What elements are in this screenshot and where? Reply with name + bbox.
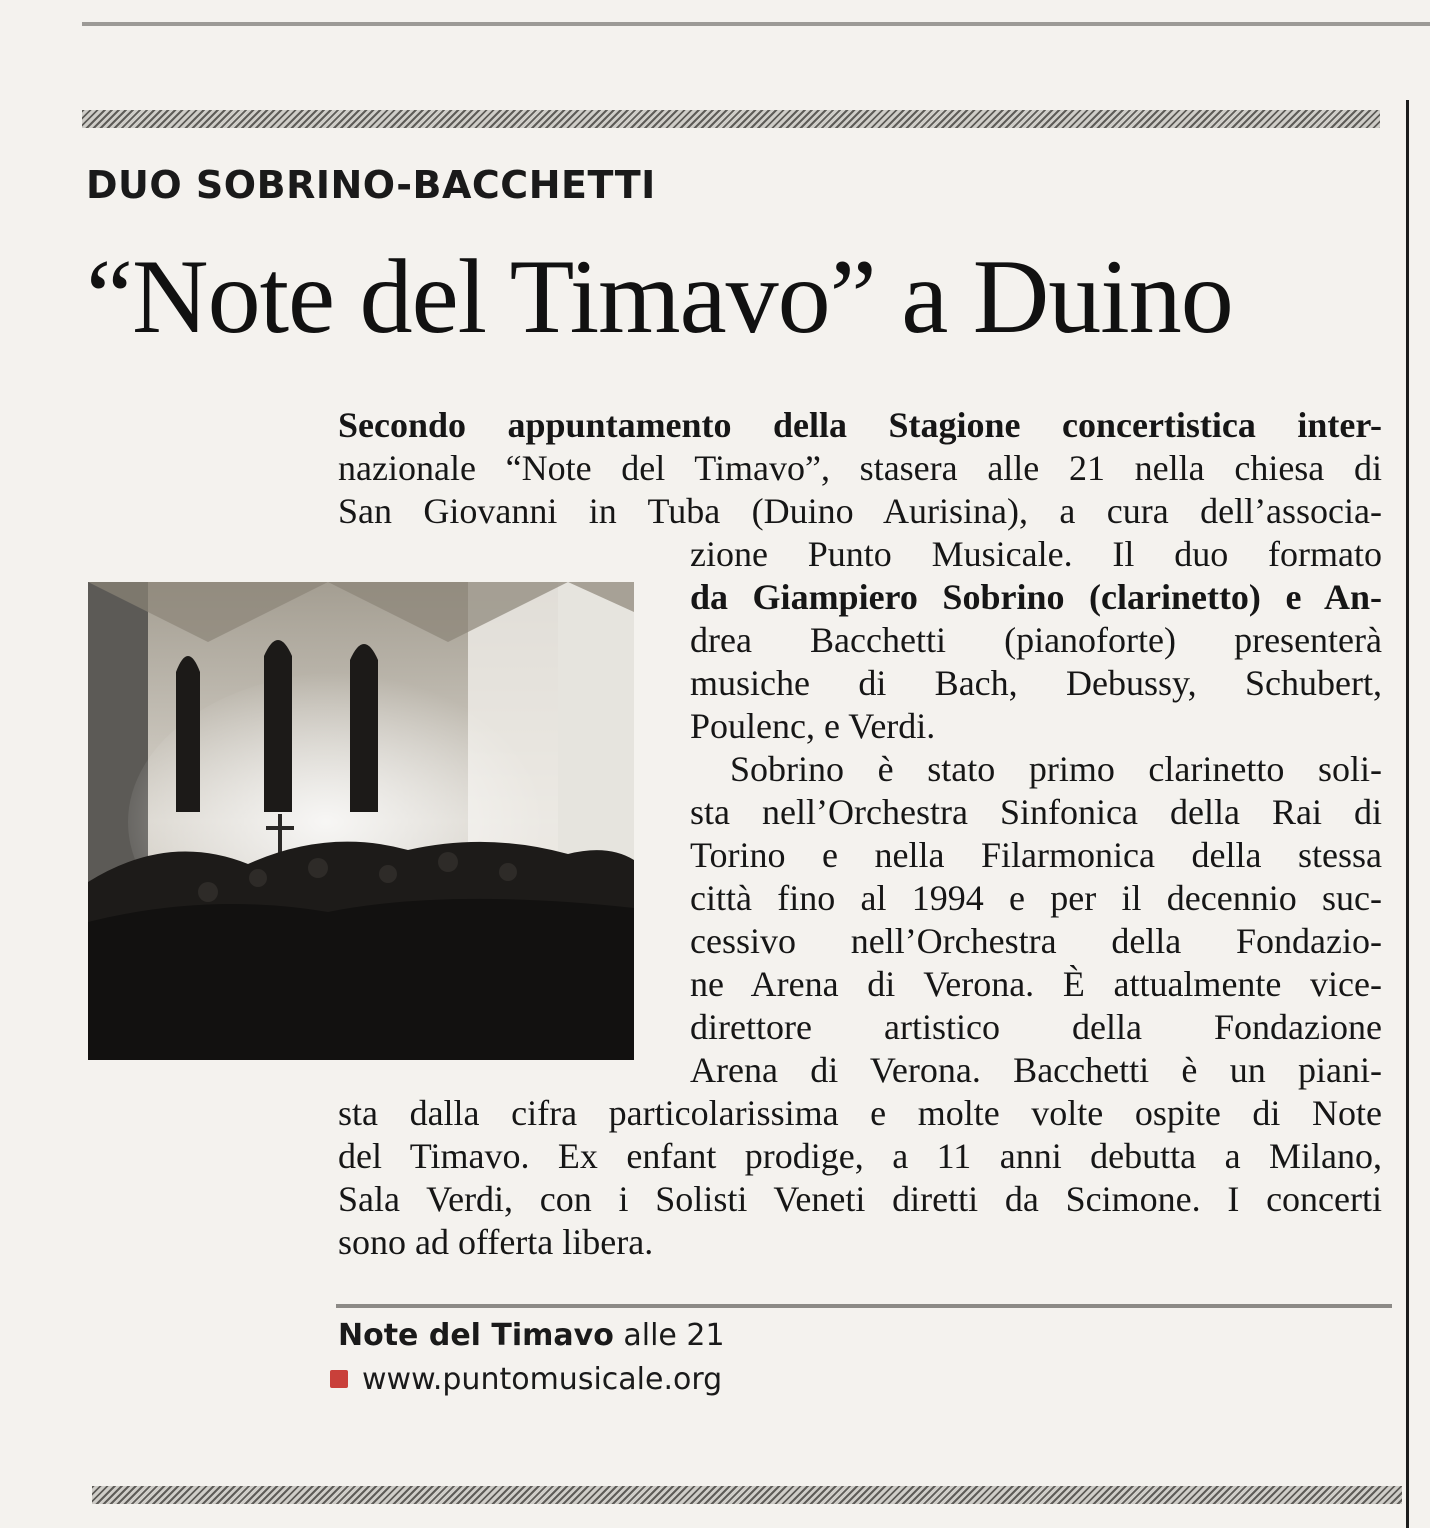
body-line: nazionale “Note del Timavo”, stasera alle 21 nella chiesa di xyxy=(338,448,1382,488)
body-line: sta nell’Orchestra Sinfonica della Rai di xyxy=(690,792,1382,832)
church-concert-photo xyxy=(88,582,634,1060)
body-line: Torino e nella Filarmonica della stessa xyxy=(690,835,1382,875)
body-line: ne Arena di Verona. È attualmente vice- xyxy=(690,964,1382,1004)
body-line: San Giovanni in Tuba (Duino Aurisina), a cura dell’associa- xyxy=(338,491,1382,531)
event-info xyxy=(338,1316,725,1356)
bottom-hatched-rule xyxy=(92,1486,1402,1504)
event-time: alle 21 xyxy=(623,1318,725,1353)
article-kicker: DUO SOBRINO-BACCHETTI xyxy=(86,163,656,207)
body-line: del Timavo. Ex enfant prodige, a 11 anni debutta a Milano, xyxy=(338,1136,1382,1176)
body-line: Secondo appuntamento della Stagione concertistica inter- xyxy=(338,405,1382,445)
body-line: Arena di Verona. Bacchetti è un piani- xyxy=(690,1050,1382,1090)
body-line: Sobrino è stato primo clarinetto soli- xyxy=(730,749,1382,789)
body-line: musiche di Bach, Debussy, Schubert, xyxy=(690,663,1382,703)
body-line: da Giampiero Sobrino (clarinetto) e An- xyxy=(690,577,1382,617)
column-right-rule xyxy=(1406,100,1409,1528)
event-name: Note del Timavo xyxy=(338,1318,614,1353)
event-website xyxy=(330,1360,722,1400)
body-line: città fino al 1994 e per il decennio suc- xyxy=(690,878,1382,918)
info-rule xyxy=(336,1304,1392,1308)
section-hatched-rule xyxy=(82,110,1380,128)
top-rule xyxy=(82,22,1430,26)
body-line: sta dalla cifra particolarissima e molte volte ospite di Note xyxy=(338,1093,1382,1133)
body-line: sono ad offerta libera. xyxy=(338,1222,654,1262)
body-line: cessivo nell’Orchestra della Fondazio- xyxy=(690,921,1382,961)
article-headline: “Note del Timavo” a Duino xyxy=(86,238,1233,355)
body-line: direttore artistico della Fondazione xyxy=(690,1007,1382,1047)
bullet-square-icon xyxy=(330,1370,348,1388)
body-line: Poulenc, e Verdi. xyxy=(690,706,936,746)
website-link[interactable]: www.puntomusicale.org xyxy=(362,1362,723,1397)
body-line: drea Bacchetti (pianoforte) presenterà xyxy=(690,620,1382,660)
body-line: zione Punto Musicale. Il duo formato xyxy=(690,534,1382,574)
body-line: Sala Verdi, con i Solisti Veneti diretti da Scimone. I concerti xyxy=(338,1179,1382,1219)
